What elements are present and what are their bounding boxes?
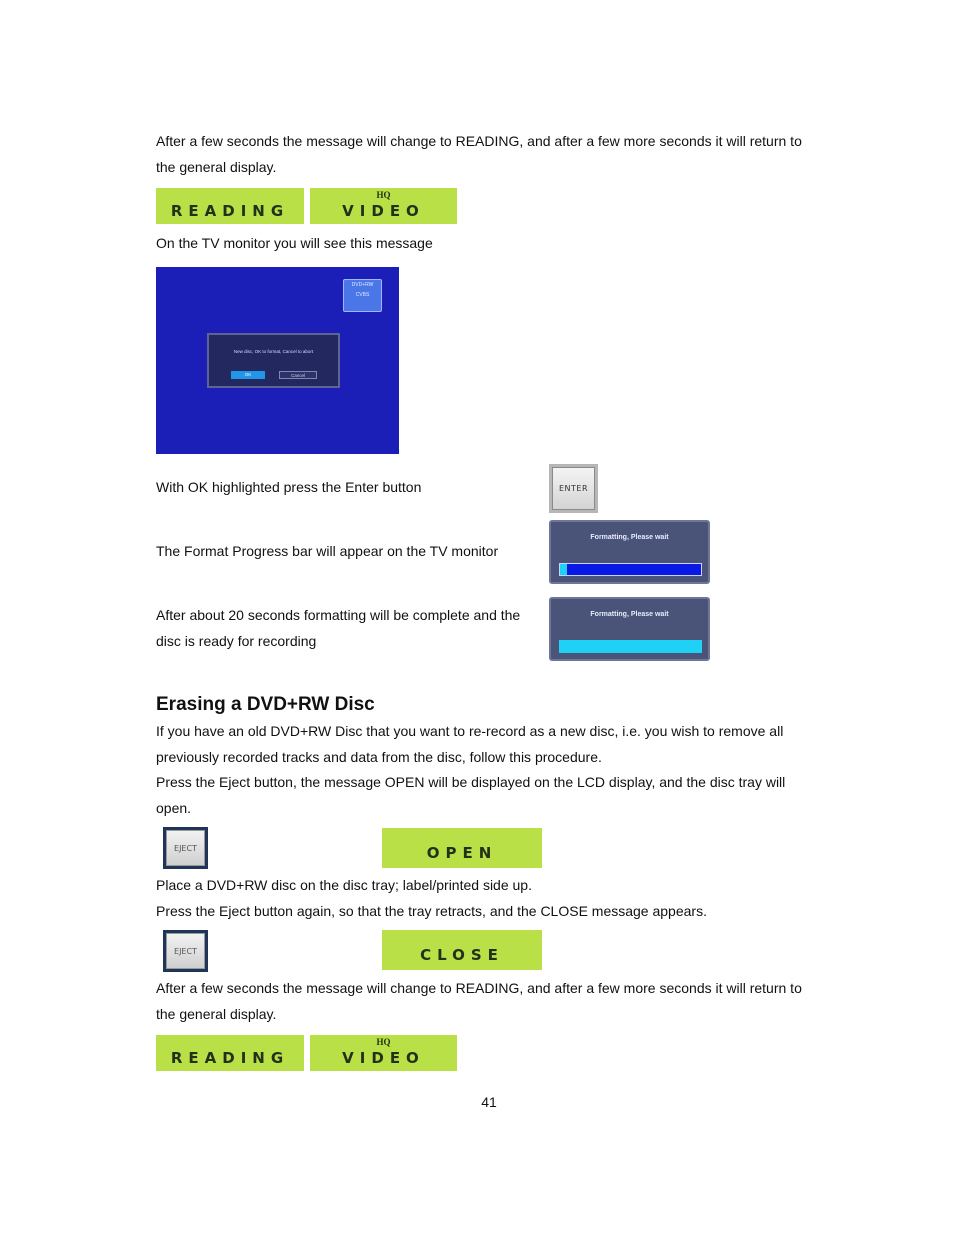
paragraph-format-progress: The Format Progress bar will appear on the TV monitor [156,543,499,559]
paragraph-tv-message: On the TV monitor you will see this message [156,235,433,251]
progress-fill [559,640,702,653]
ok-button[interactable]: OK [231,371,265,379]
lcd-open-display [382,828,542,868]
tv-screen [156,267,399,454]
lcd-text: CLOSE [420,946,504,964]
eject-button-image [163,930,208,972]
badge-line1: DVD+RW [351,282,374,288]
lcd-text: READING [170,202,290,220]
eject-button-label: EJECT [166,933,205,969]
cancel-button[interactable]: Cancel [279,371,317,379]
enter-button-label: ENTER [552,467,595,510]
lcd-close-display [382,930,542,970]
progress-title: Formatting, Please wait [590,534,669,541]
paragraph-reading-outro: After a few seconds the message will change to READING, and after a few more seconds it will return to the general display. [156,980,802,1022]
section-heading: Erasing a DVD+RW Disc [156,694,375,715]
paragraph-reading-intro: After a few seconds the message will change to READING, and after a few more seconds it will return to the general display. [156,133,802,175]
progress-bar [559,563,702,576]
eject-button-image [163,827,208,869]
lcd-hq-label: HQ [376,190,391,200]
paragraph-eject-close: Press the Eject button again, so that the tray retracts, and the CLOSE message appears. [156,903,707,919]
progress-bar [559,640,702,653]
paragraph-enter-step: With OK highlighted press the Enter button [156,479,422,495]
progress-fill [560,564,567,575]
page-number: 41 [481,1094,497,1110]
format-progress-panel [549,520,710,584]
disc-type-badge [343,279,382,312]
paragraph-format-complete: After about 20 seconds formatting will be complete and the disc is ready for recording [156,607,521,649]
lcd-reading-display [156,188,304,224]
lcd-reading-display [156,1035,304,1071]
paragraph-eject-open: Press the Eject button, the message OPEN will be displayed on the LCD display, and the disc tray will open. [156,774,786,816]
lcd-text: VIDEO [342,1049,425,1067]
format-dialog [207,333,340,388]
progress-title: Formatting, Please wait [590,611,669,618]
format-complete-panel [549,597,710,661]
lcd-text: OPEN [426,844,498,862]
dialog-message: New disc, OK to format, Cancel to abort [233,349,314,354]
enter-button-image [549,464,598,513]
lcd-text: READING [170,1049,290,1067]
paragraph-place-disc: Place a DVD+RW disc on the disc tray; label/printed side up. [156,877,532,893]
badge-line2: CVBS [355,292,370,298]
lcd-video-display [310,188,457,224]
paragraph-erase-intro: If you have an old DVD+RW Disc that you want to re-record as a new disc, i.e. you wish to remove all previously recorded tracks and data from the disc, follow this procedure. [156,723,784,765]
lcd-video-display [310,1035,457,1071]
lcd-hq-label: HQ [376,1037,391,1047]
lcd-text: VIDEO [342,202,425,220]
eject-button-label: EJECT [166,830,205,866]
